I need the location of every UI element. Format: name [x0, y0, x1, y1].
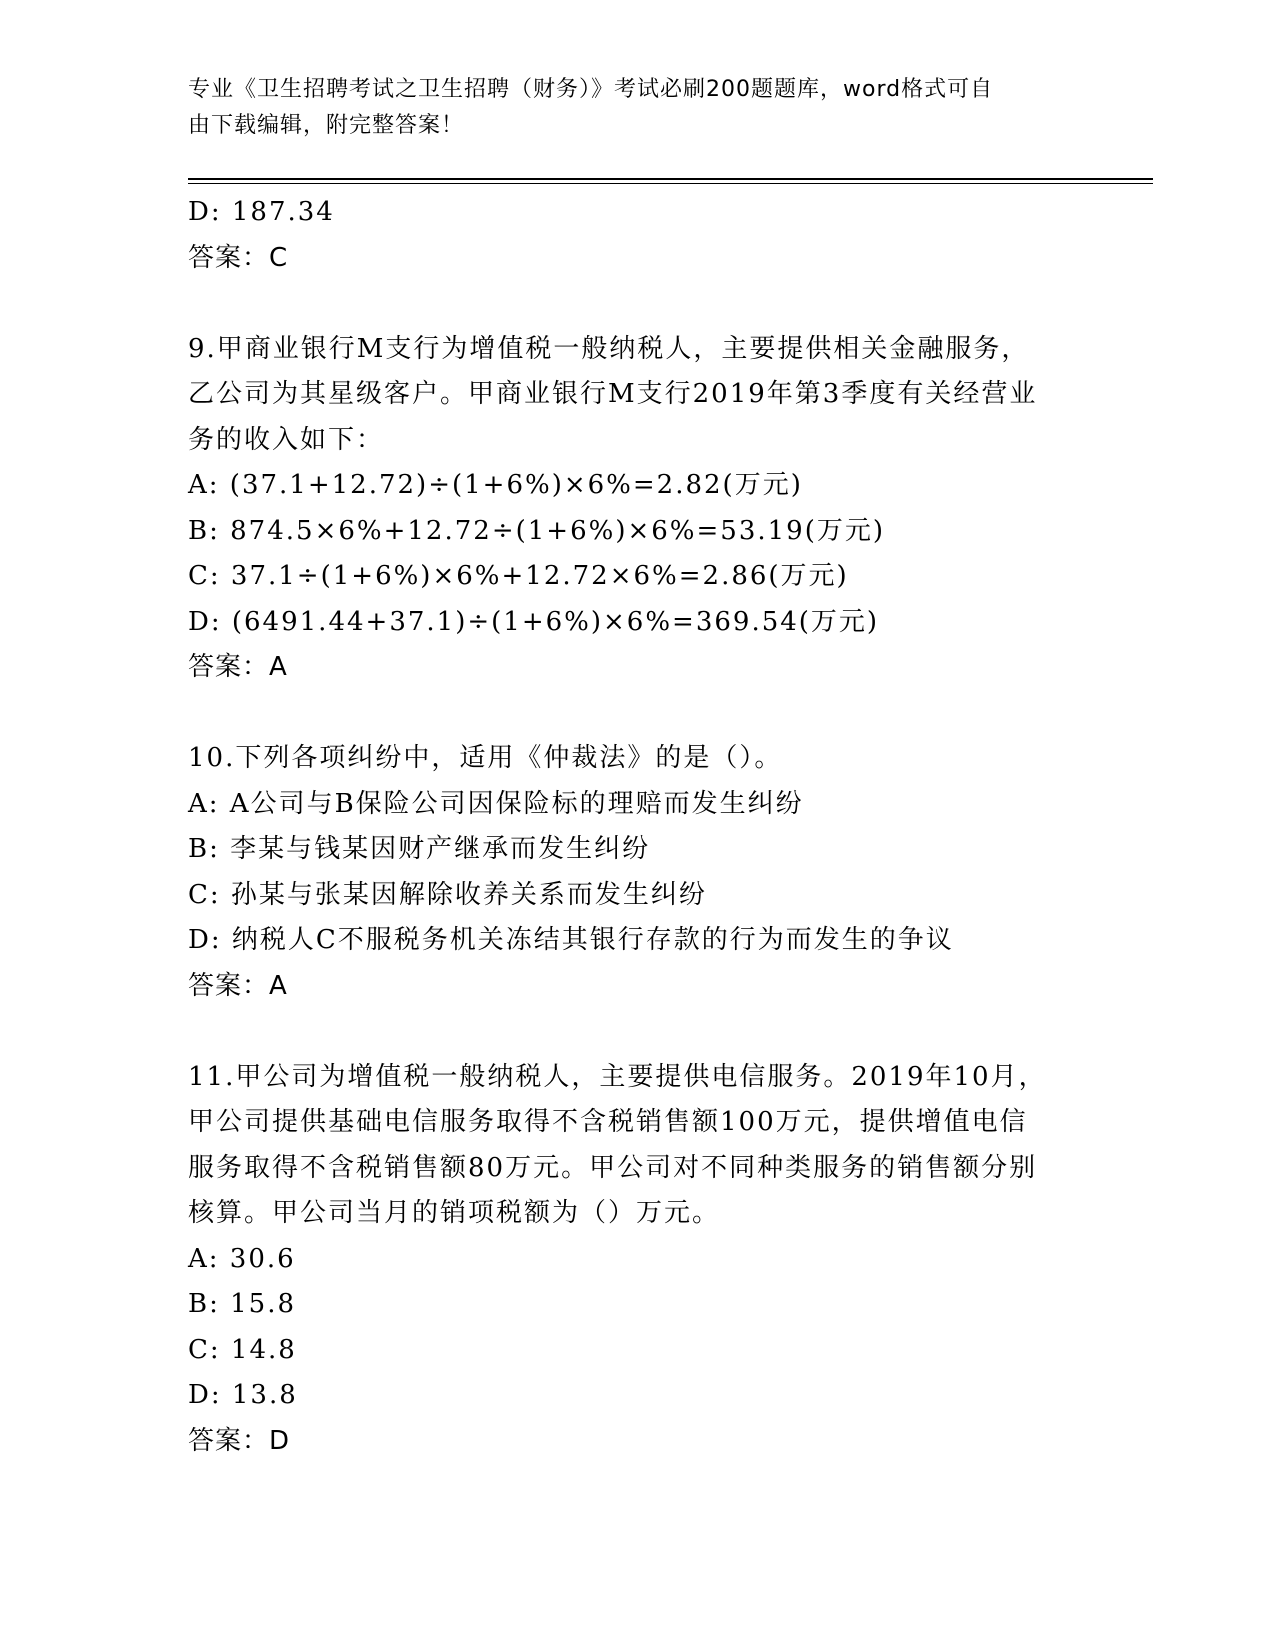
option-c: C: 孙某与张某因解除收养关系而发生纠纷	[188, 879, 707, 910]
option-c: C: 37.1÷(1+6%)×6%+12.72×6%=2.86(万元)	[188, 561, 849, 591]
option-d: D: 187.34	[188, 197, 335, 227]
option-c: C: 14.8	[188, 1334, 297, 1365]
header-line-1: 专业《卫生招聘考试之卫生招聘（财务）》考试必刷200题题库，word格式可自	[188, 77, 994, 102]
option-b: B: 15.8	[188, 1289, 297, 1319]
header-line-2: 由下载编辑，附完整答案！	[188, 113, 465, 138]
question-stem-line: 甲公司提供基础电信服务取得不含税销售额100万元，提供增值电信	[188, 1107, 1028, 1137]
question-10	[188, 736, 1088, 1009]
answer-line: 答案：C	[188, 242, 289, 273]
header-divider-thin	[188, 183, 1153, 184]
spacer	[188, 691, 1088, 737]
question-stem-line: 务的收入如下：	[188, 424, 385, 455]
question-stem-line: 核算。甲公司当月的销项税额为（）万元。	[188, 1198, 721, 1228]
question-stem-line: 乙公司为其星级客户。甲商业银行M支行2019年第3季度有关经营业	[188, 379, 1038, 409]
option-a: A: 30.6	[188, 1243, 296, 1274]
document-body	[188, 190, 1088, 1464]
option-d: D: 纳税人C不服税务机关冻结其银行存款的行为而发生的争议	[188, 925, 954, 955]
question-stem-line: 11.甲公司为增值税一般纳税人，主要提供电信服务。2019年10月，	[188, 1061, 1047, 1092]
question-stem-line: 9.甲商业银行M支行为增值税一般纳税人，主要提供相关金融服务，	[188, 333, 1030, 364]
question-stem-line: 服务取得不含税销售额80万元。甲公司对不同种类服务的销售额分别	[188, 1152, 1038, 1183]
answer-line: 答案：D	[188, 1425, 291, 1456]
option-a: A: (37.1+12.72)÷(1+6%)×6%=2.82(万元)	[188, 470, 803, 500]
question-11	[188, 1055, 1088, 1465]
page-header	[188, 72, 1088, 144]
spacer	[188, 281, 1088, 327]
question-9	[188, 327, 1088, 691]
previous-question-tail	[188, 190, 1088, 281]
answer-line: 答案：A	[188, 652, 288, 682]
option-a: A: A公司与B保险公司因保险标的理赔而发生纠纷	[188, 788, 804, 819]
option-d: D: (6491.44+37.1)÷(1+6%)×6%=369.54(万元)	[188, 606, 880, 637]
question-stem-line: 10.下列各项纠纷中，适用《仲裁法》的是（）。	[188, 743, 783, 773]
option-b: B: 874.5×6%+12.72÷(1+6%)×6%=53.19(万元)	[188, 515, 885, 546]
spacer	[188, 1009, 1088, 1055]
option-d: D: 13.8	[188, 1380, 298, 1410]
option-b: B: 李某与钱某因财产继承而发生纠纷	[188, 834, 651, 864]
answer-line: 答案：A	[188, 970, 288, 1001]
header-divider-thick	[188, 178, 1153, 180]
